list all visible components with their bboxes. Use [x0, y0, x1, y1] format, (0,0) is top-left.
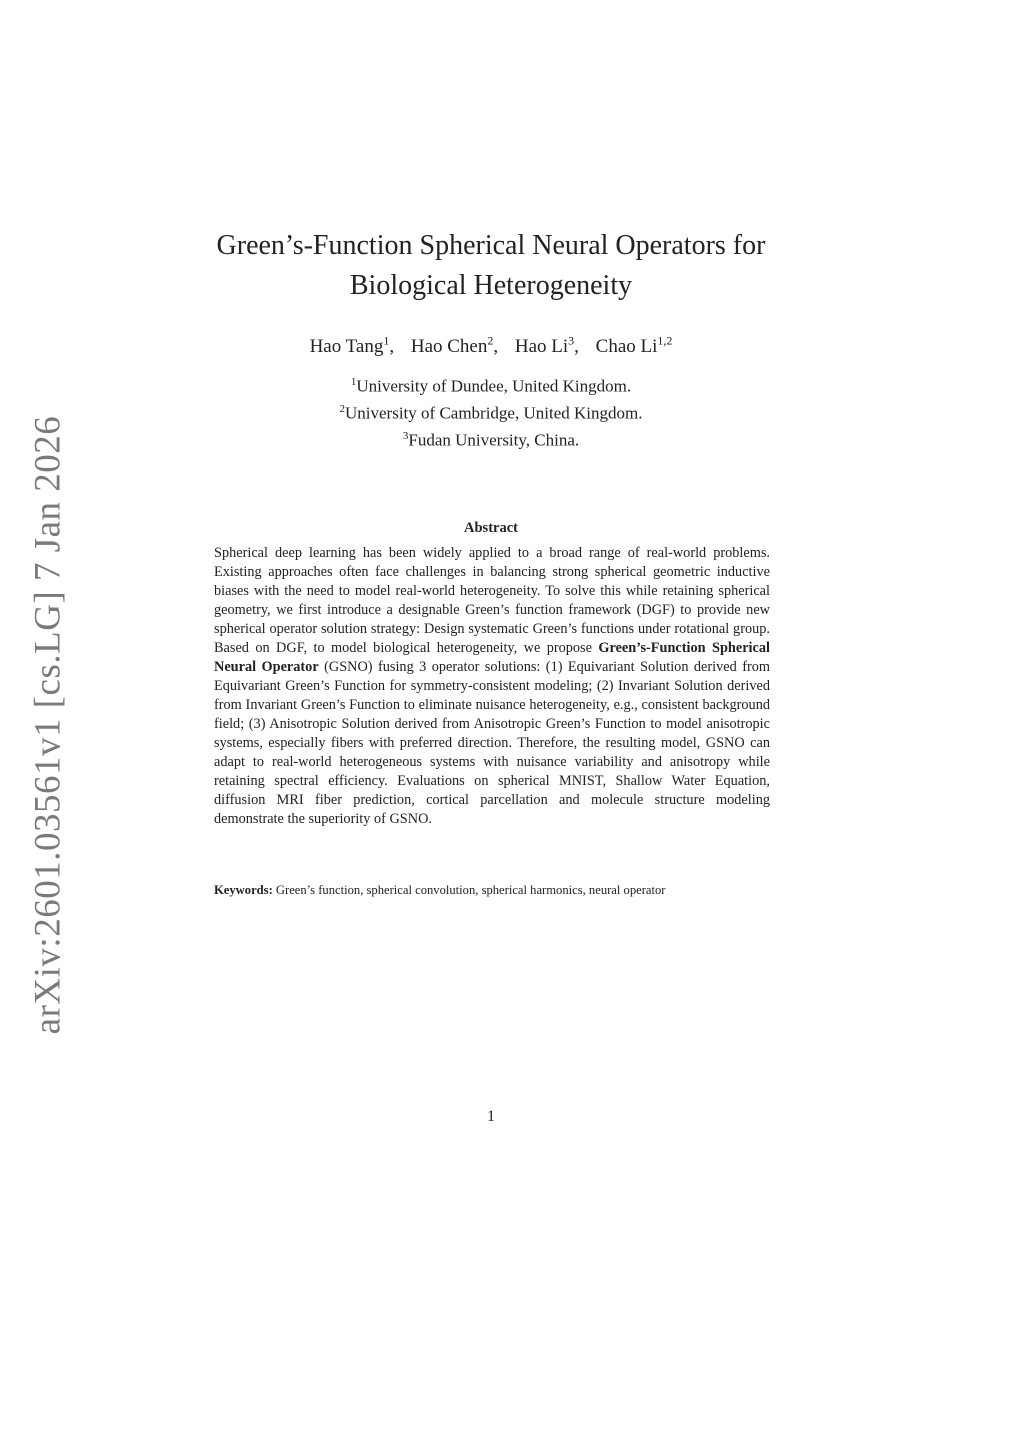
author-affiliation-mark: 2	[487, 334, 494, 348]
title-line-1: Green’s-Function Spherical Neural Operators for	[216, 230, 766, 261]
affiliation-list	[150, 371, 832, 452]
model-name-bold: Green’s-Function Spherical Neural Operator	[214, 640, 770, 675]
author-2: Hao Chen$^2$,	[410, 334, 499, 358]
author-name: Hao Chen	[410, 336, 488, 358]
page-number: 1	[487, 1108, 495, 1125]
author-name: Chao Li	[595, 336, 658, 358]
keywords-label: Keywords:	[214, 883, 273, 897]
abstract-heading: Abstract	[464, 520, 518, 536]
author-affiliation-mark: 1	[383, 334, 390, 348]
author-affiliation-mark: 1,2	[657, 334, 673, 348]
affiliation-2: $^2$University of Cambridge, United Kingdom.	[339, 403, 643, 423]
keywords-text: Green’s function, spherical convolution, spherical harmonics, neural operator	[275, 883, 666, 897]
keywords	[214, 882, 770, 900]
affiliation-1: $^1$University of Dundee, United Kingdom.	[350, 376, 632, 396]
abstract-text: Spherical deep learning has been widely applied to a broad range of real-world problems. Existing approaches often face challenges in balancing strong spherical geometric inductive biases with the need to model real-world heterogeneity. To solve this while retaining spherical geometry, we first introduce a designable Green’s function framework (DGF) to provide new spherical operator solution strategy: Design systematic Green’s functions under rotational group. Based on DGF, to model biological heterogeneity, we propose Green’s-Function Spherical Neural Operator (GSNO) fusing 3 operator solutions: (1) Equivariant Solution derived from Equivariant Green’s Function for symmetry-consistent modeling; (2) Invariant Solution derived from Invariant Green’s Function to eliminate nuisance heterogeneity, e.g., consistent background field; (3) Anisotropic Solution derived from Anisotropic Green’s Function to model anisotropic systems, especially fibers with preferred direction. Therefore, the resulting model, GSNO can adapt to real-world heterogeneous systems with nuisance variability and anisotropy while retaining spectral efficiency. Evaluations on spherical MNIST, Shallow Water Equation, diffusion MRI fiber prediction, cortical parcellation and molecule structure modeling demonstrate the superiority of GSNO.	[214, 545, 770, 827]
author-name: Hao Tang	[309, 336, 384, 358]
affiliation-3: $^3$Fudan University, China.	[402, 430, 580, 450]
author-name: Hao Li	[514, 336, 569, 358]
paper-title	[150, 226, 832, 306]
author-4	[596, 336, 673, 357]
author-3: Hao Li$^3$,	[514, 334, 579, 358]
arxiv-identifier-stamp[interactable]: arXiv:2601.03561v1 [cs.LG] 7 Jan 2026	[27, 415, 69, 1035]
author-affiliation-mark: 3	[568, 334, 575, 348]
title-line-2: Biological Heterogeneity	[349, 270, 633, 301]
author-list	[150, 334, 832, 358]
author-1: Hao Tang$^1$,	[309, 334, 395, 358]
